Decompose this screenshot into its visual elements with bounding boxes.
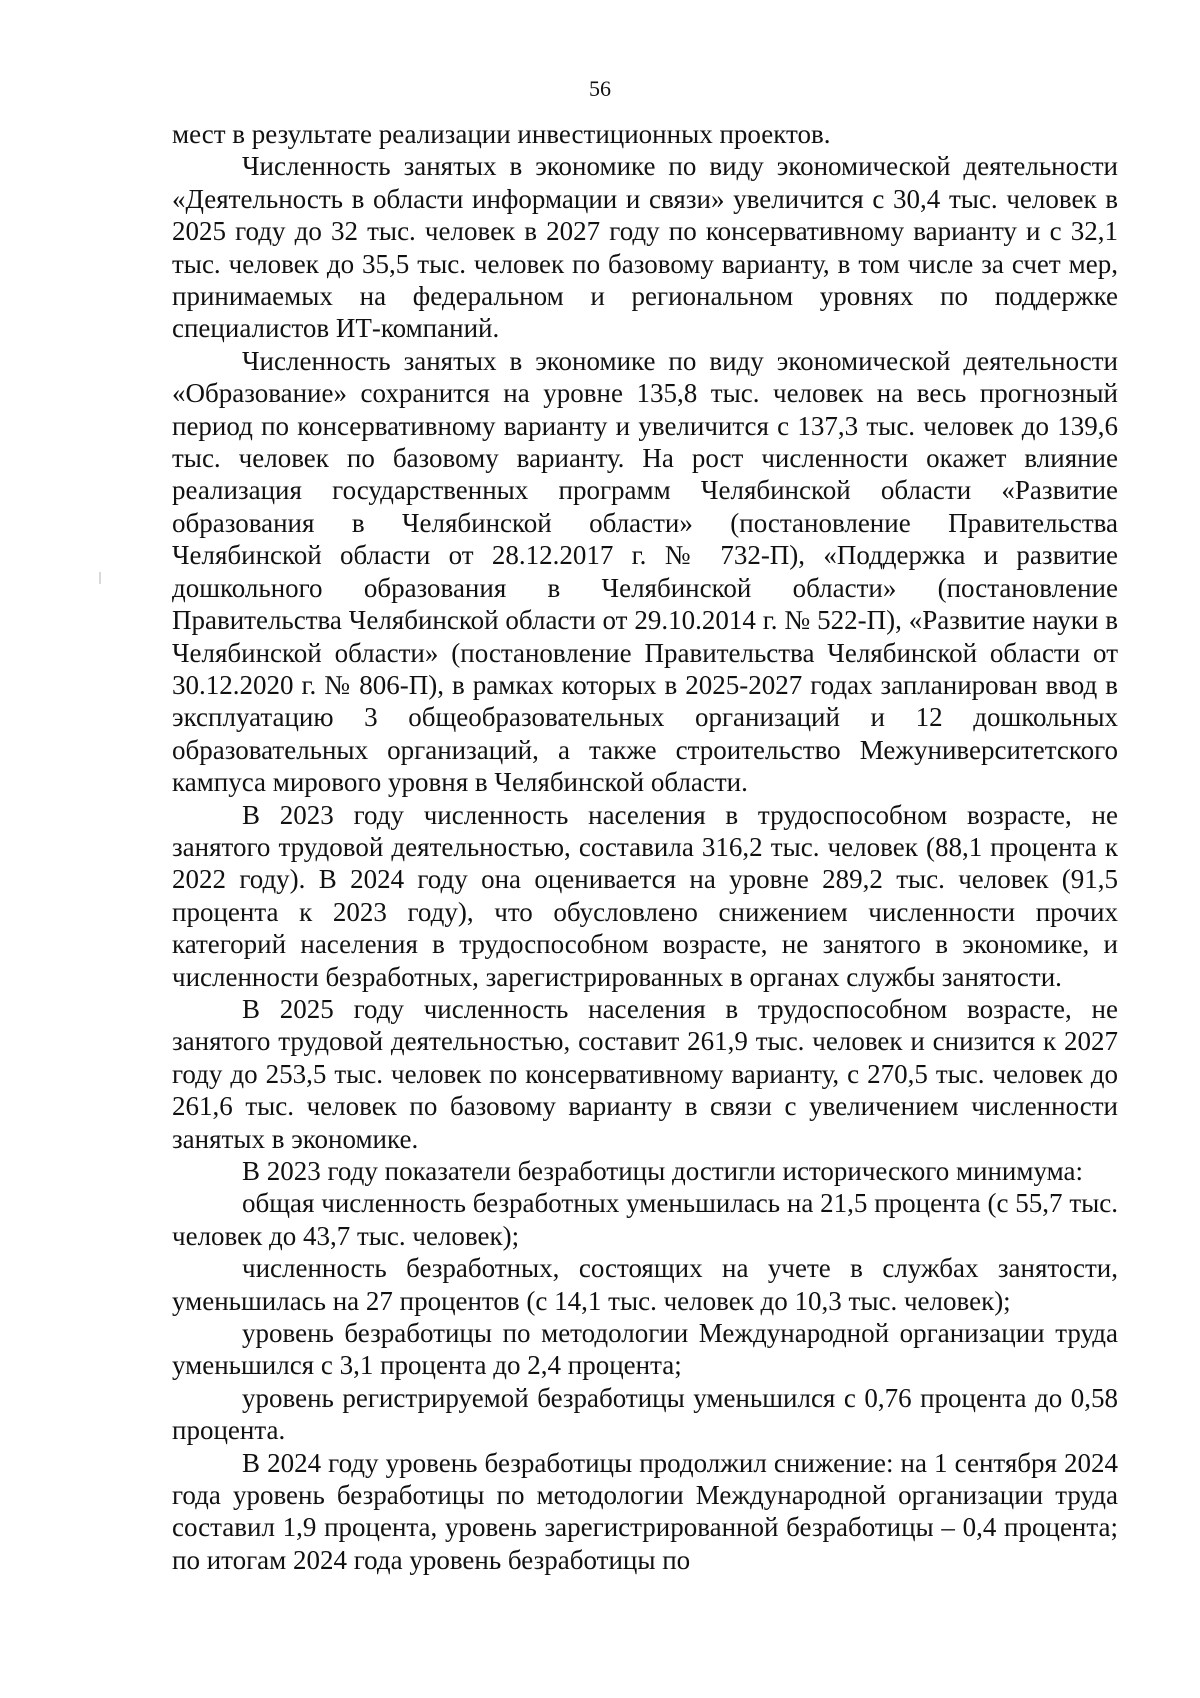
paragraph: В 2024 году уровень безработицы продолжил снижение: на 1 сентября 2024 года уровень безработицы по методологии Международной организации труда составил 1,9 процента, уровень зарегистрированной безработицы – 0,4 процента; по итогам 2024 года уровень безработицы по xyxy=(172,1447,1118,1575)
list-item: численность безработных, состоящих на учете в службах занятости, уменьшилась на 27 процентов (с 14,1 тыс. человек до 10,3 тыс. человек); xyxy=(172,1253,1118,1316)
paragraph: мест в результате реализации инвестиционных проектов. xyxy=(172,119,831,149)
document-body xyxy=(172,118,1118,1576)
page-number: 56 xyxy=(589,76,611,101)
scan-artifact xyxy=(99,572,101,584)
paragraph: В 2025 году численность населения в трудоспособном возрасте, не занятого трудовой деятельностью, составит 261,9 тыс. человек и снизится к 2027 году до 253,5 тыс. человек по консервативному варианту, с 270,5 тыс. человек до 261,6 тыс. человек по базовому варианту в связи с увеличением численности занятых в экономике. xyxy=(172,993,1118,1154)
paragraph: Численность занятых в экономике по виду экономической деятельности «Деятельность в области информации и связи» увеличится с 30,4 тыс. человек в 2025 году до 32 тыс. человек в 2027 году по консервативному варианту и с 32,1 тыс. человек до 35,5 тыс. человек по базовому варианту, в том числе за счет мер, принимаемых на федеральном и региональном уровнях по поддержке специалистов ИТ-компаний. xyxy=(172,151,1118,344)
paragraph: Численность занятых в экономике по виду экономической деятельности «Образование» сохранится на уровне 135,8 тыс. человек на весь прогнозный период по консервативному варианту и увеличится с 137,3 тыс. человек до 139,6 тыс. человек по базовому варианту. На рост численности окажет влияние реализация государственных программ Челябинской области «Развитие образования в Челябинской области» (постановление Правительства Челябинской области от 28.12.2017 г. № 732-П), «Поддержка и развитие дошкольного образования в Челябинской области» (постановление Правительства Челябинской области от 29.10.2014 г. № 522-П), «Развитие науки в Челябинской области» (постановление Правительства Челябинской области от 30.12.2020 г. № 806-П), в рамках которых в 2025-2027 годах запланирован ввод в эксплуатацию 3 общеобразовательных организаций и 12 дошкольных образовательных организаций, а также строительство Межуниверситетского кампуса мирового уровня в Челябинской области. xyxy=(172,345,1118,798)
paragraph: В 2023 году численность населения в трудоспособном возрасте, не занятого трудовой деятельностью, составила 316,2 тыс. человек (88,1 процента к 2022 году). В 2024 году она оценивается на уровне 289,2 тыс. человек (91,5 процента к 2023 году), что обусловлено снижением численности прочих категорий населения в трудоспособном возрасте, не занятого в экономике, и численности безработных, зарегистрированных в органах службы занятости. xyxy=(172,799,1118,992)
list-item: общая численность безработных уменьшилась на 21,5 процента (с 55,7 тыс. человек до 43,7 тыс. человек); xyxy=(172,1188,1118,1251)
list-item: уровень безработицы по методологии Международной организации труда уменьшился с 3,1 процента до 2,4 процента; xyxy=(172,1318,1118,1381)
paragraph: В 2023 году показатели безработицы достигли исторического минимума: xyxy=(242,1156,1083,1186)
list-item: уровень регистрируемой безработицы уменьшился с 0,76 процента до 0,58 процента. xyxy=(172,1382,1118,1446)
